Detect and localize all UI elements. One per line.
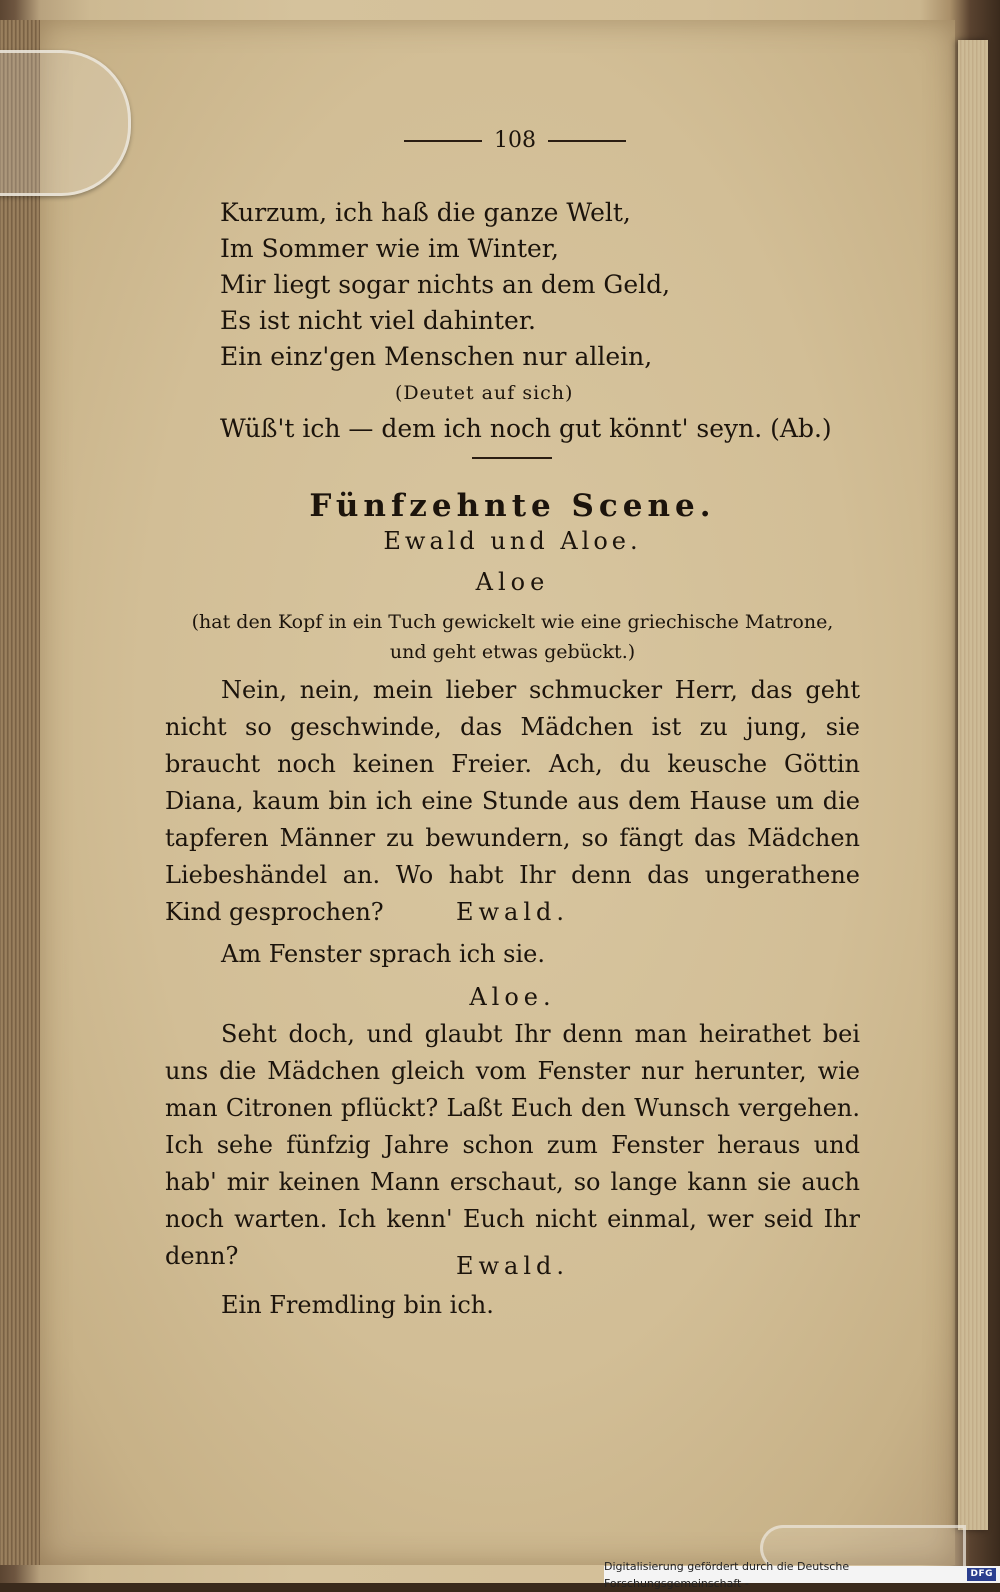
verse-line: Kurzum, ich haß die ganze Welt, (220, 198, 631, 227)
page-clip-top (0, 50, 131, 196)
speech-paragraph: Seht doch, und glaubt Ihr denn man heirathet bei uns die Mädchen gleich vom Fenster nur herunter, wie man Citronen pflückt? Laßt Euch den Wunsch vergehen. Ich sehe fünfzig Jahre schon zum Fenster heraus und hab' mir keinen Mann erschaut, so lange kann sie auch noch warten. Ich kenn' Euch nicht einmal, wer seid Ihr denn? (165, 1020, 860, 1270)
speech-paragraph: Nein, nein, mein lieber schmucker Herr, das geht nicht so geschwinde, das Mädchen ist zu jung, sie braucht noch keinen Freier. Ach, du keusche Göttin Diana, kaum bin ich eine Stunde aus dem Hause um die tapferen Männer zu bewundern, so fängt das Mädchen Liebeshändel an. Wo habt Ihr denn das ungerathene Kind gesprochen? (165, 676, 860, 926)
header-rule-left (404, 140, 482, 142)
footer-text: Digitalisierung gefördert durch die Deutsche Forschungsgemeinschaft - (604, 1559, 850, 1590)
speech-paragraph: Am Fenster sprach ich sie. (221, 940, 545, 968)
header-rule-right (548, 140, 626, 142)
book-spine-pages (0, 20, 42, 1565)
page-header (395, 128, 635, 153)
speaker-name: Ewald. (455, 1252, 570, 1280)
scene-persons: Ewald und Aloe. (383, 527, 642, 555)
speech-paragraph: Ein Fremdling bin ich. (221, 1291, 494, 1319)
dfg-logo-icon: DFG (967, 1568, 996, 1581)
stage-direction: und geht etwas gebückt.) (389, 641, 636, 663)
verse-line: Im Sommer wie im Winter, (220, 234, 559, 263)
verse-line: Ein einz'gen Menschen nur allein, (220, 342, 653, 371)
page-number: 108 (494, 128, 536, 153)
speaker-name: Aloe. (469, 983, 556, 1011)
verse-line: Mir liegt sogar nichts an dem Geld, (220, 270, 671, 299)
page-edges (958, 40, 988, 1530)
digitization-footer (604, 1559, 1000, 1590)
stage-direction: (Deutet auf sich) (395, 382, 574, 404)
scene-divider (472, 457, 552, 459)
stage-direction: (hat den Kopf in ein Tuch gewickelt wie eine griechische Matrone, (191, 611, 834, 633)
scene-title: Fünfzehnte Scene. (309, 488, 716, 524)
verse-line: Es ist nicht viel dahinter. (220, 306, 536, 335)
speaker-name: Ewald. (455, 898, 570, 926)
verse-block (220, 195, 832, 447)
speaker-name: Aloe (475, 568, 550, 596)
verse-line: Wüß't ich — dem ich noch gut könnt' seyn. (Ab.) (220, 414, 832, 443)
